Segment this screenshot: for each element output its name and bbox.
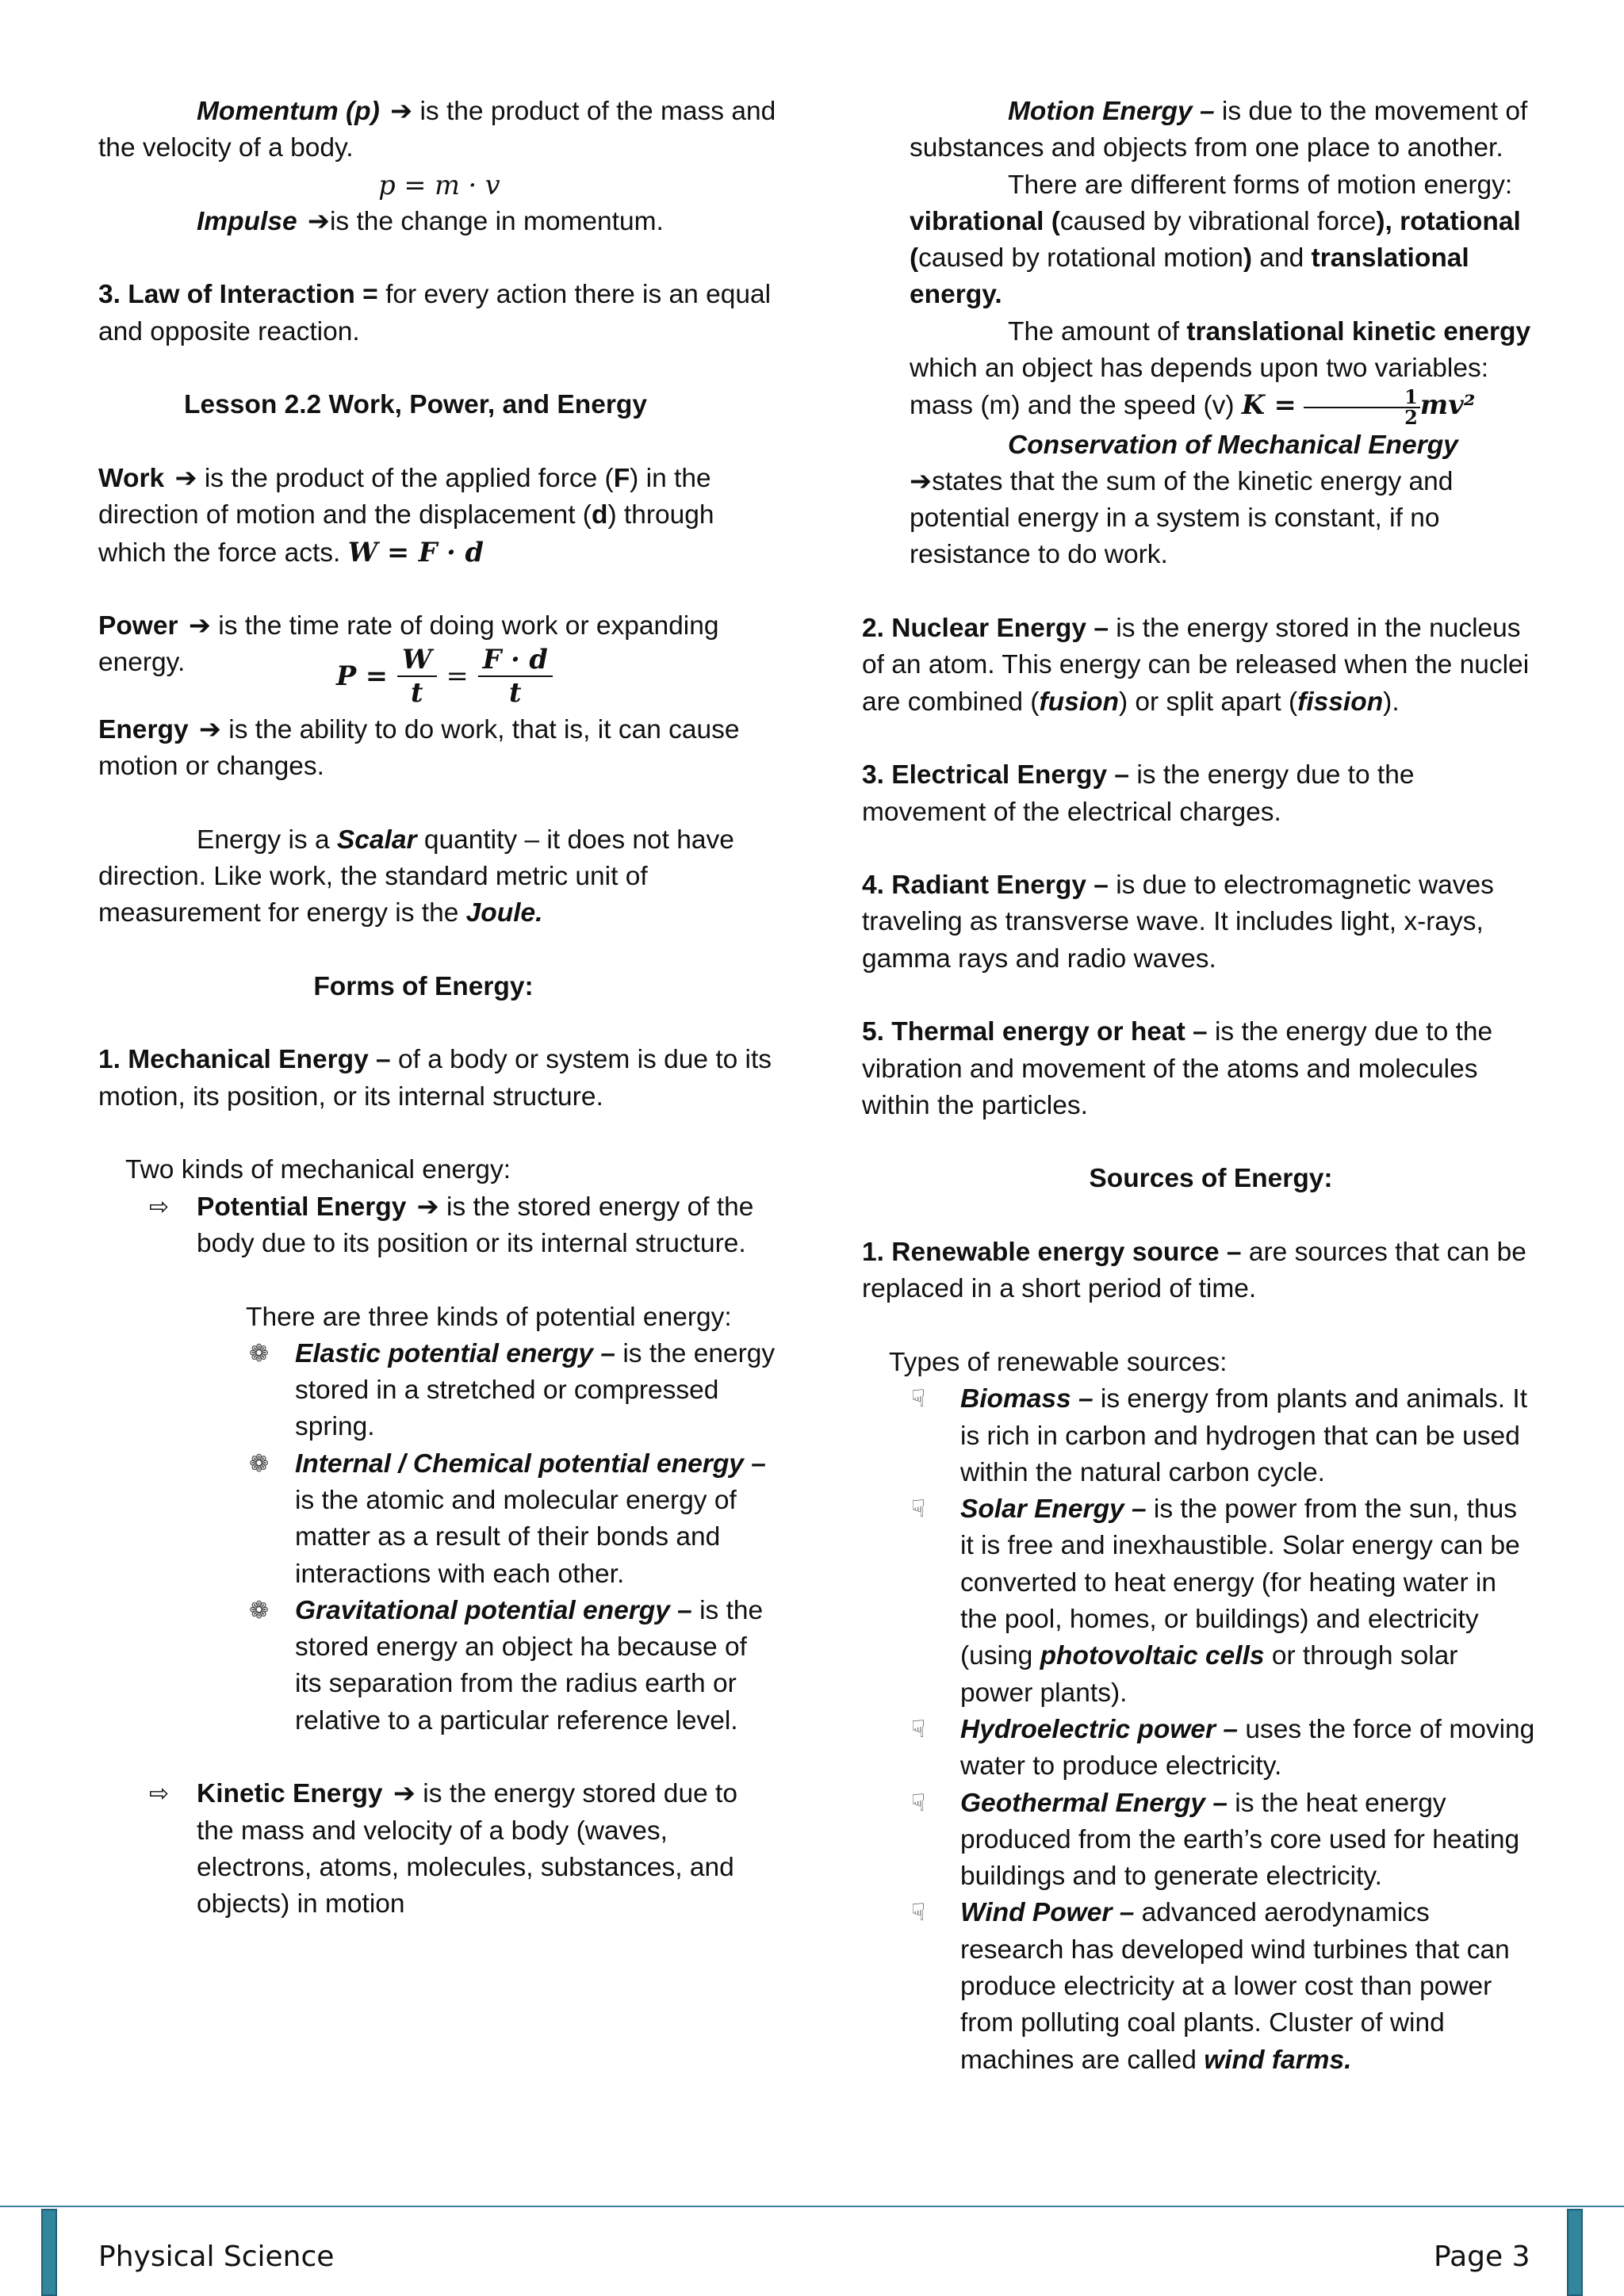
arrow-right-icon: ➔ bbox=[416, 1192, 439, 1222]
pointing-hand-icon: ☟ bbox=[911, 1789, 926, 1816]
thermal-energy: 5. Thermal energy or heat – is the energy due to the vibration and movement of the atoms and molecules within the particles. bbox=[862, 1017, 1493, 1120]
conservation-definition: ➔states that the sum of the kinetic energy and potential energy in a system is constant, if no resistance to do work. bbox=[910, 466, 1454, 570]
momentum-definition: Momentum (p) ➔ is the product of the mass and the velocity of a body. bbox=[98, 97, 776, 163]
forms-heading: Forms of Energy: bbox=[313, 971, 534, 1001]
internal-pe-item: ❁ Internal / Chemical potential energy – is the atomic and molecular energy of matter as a result of their bonds and interactions with each other. bbox=[98, 1446, 780, 1593]
wind-item: ☟ Wind Power – advanced aerodynamics research has developed wind turbines that can produce electricity at a lower cost than power from polluting coal plants. Cluster of wind machines are called wind farms. bbox=[862, 1895, 1536, 2078]
solar-item: ☟ Solar Energy – is the power from the sun, thus it is free and inexhaustible. Solar energy can be converted to heat energy (for heating water in the pool, homes, or buildings) and electricity (using photovoltaic cells or through solar power plants). bbox=[862, 1491, 1536, 1712]
motion-energy: Motion Energy – is due to the movement of substances and objects from one place to another. bbox=[910, 97, 1528, 163]
right-column bbox=[862, 94, 1536, 2079]
pointing-hand-icon: ☟ bbox=[911, 1386, 926, 1413]
lesson-title: Lesson 2.2 Work, Power, and Energy bbox=[184, 390, 647, 420]
three-kinds-intro: There are three kinds of potential energy: bbox=[246, 1302, 732, 1332]
footer-divider bbox=[0, 2206, 1624, 2207]
biomass-item: ☟ Biomass – is energy from plants and animals. It is rich in carbon and hydrogen that can be used within the natural carbon cycle. bbox=[862, 1381, 1536, 1491]
arrow-right-icon: ➔ bbox=[174, 463, 197, 493]
footer-right-bar bbox=[1567, 2209, 1583, 2296]
arrow-right-icon: ➔ bbox=[910, 466, 933, 496]
left-column bbox=[98, 94, 780, 1923]
radiant-energy: 4. Radiant Energy – is due to electromagnetic waves traveling as transverse wave. It includes light, x-rays, gamma rays and radio waves. bbox=[862, 871, 1494, 974]
motion-forms: There are different forms of motion energy: vibrational (caused by vibrational force), rotational (caused by rotational motion) and translational energy. bbox=[910, 170, 1521, 310]
work-definition: Work ➔ is the product of the applied force (F) in the direction of motion and the displacement (d) through which the force acts. W = F · d bbox=[98, 463, 714, 568]
arrow-right-icon: ➔ bbox=[188, 611, 211, 641]
energy-definition: Energy ➔ is the ability to do work, that is, it can cause motion or changes. bbox=[98, 714, 740, 782]
hollow-arrow-icon: ⇨ bbox=[149, 1193, 170, 1220]
arrow-right-icon: ➔ bbox=[393, 1779, 416, 1809]
electrical-energy: 3. Electrical Energy – is the energy due to the movement of the electrical charges. bbox=[862, 760, 1415, 827]
flower-bullet-icon: ❁ bbox=[249, 1597, 270, 1624]
nuclear-energy: 2. Nuclear Energy – is the energy stored in the nucleus of an atom. This energy can be released when the nuclei are combined (fusion) or split apart (fission). bbox=[862, 614, 1530, 717]
flower-bullet-icon: ❁ bbox=[249, 1450, 270, 1477]
flower-bullet-icon: ❁ bbox=[249, 1340, 270, 1367]
renewable-energy: 1. Renewable energy source – are sources that can be replaced in a short period of time. bbox=[862, 1238, 1526, 1304]
gravitational-pe-item: ❁ Gravitational potential energy – is the stored energy an object ha because of its separation from the radius earth or relative to a particular reference level. bbox=[98, 1593, 780, 1739]
two-kinds-intro: Two kinds of mechanical energy: bbox=[125, 1155, 511, 1185]
types-intro: Types of renewable sources: bbox=[889, 1347, 1228, 1377]
conservation-title: Conservation of Mechanical Energy bbox=[1008, 430, 1458, 460]
scalar-paragraph: Energy is a Scalar quantity – it does not have direction. Like work, the standard metric unit of measurement for energy is the Joule. bbox=[98, 825, 734, 928]
arrow-right-icon: ➔ bbox=[198, 714, 221, 744]
elastic-pe-item: ❁ Elastic potential energy – is the energy stored in a stretched or compressed spring. bbox=[98, 1336, 780, 1446]
geothermal-item: ☟ Geothermal Energy – is the heat energy produced from the earth’s core used for heating buildings and to generate electricity. bbox=[862, 1785, 1536, 1896]
footer-left-bar bbox=[41, 2209, 57, 2296]
pointing-hand-icon: ☟ bbox=[911, 1900, 926, 1927]
arrow-right-icon: ➔ bbox=[307, 206, 330, 236]
momentum-formula: p = m · v bbox=[378, 169, 500, 201]
potential-energy-item: ⇨ Potential Energy ➔ is the stored energy of the body due to its position or its internal structure. bbox=[98, 1189, 780, 1263]
footer-subject: Physical Science bbox=[98, 2241, 335, 2273]
hydroelectric-item: ☟ Hydroelectric power – uses the force of moving water to produce electricity. bbox=[862, 1712, 1536, 1785]
pointing-hand-icon: ☟ bbox=[911, 1496, 926, 1523]
hollow-arrow-icon: ⇨ bbox=[149, 1781, 170, 1808]
translational-ke: The amount of translational kinetic energy which an object has depends upon two variables: mass (m) and the speed (v) K = $\frac{1}{2}$ mv² bbox=[910, 316, 1531, 429]
law-of-interaction: 3. Law of Interaction = for every action there is an equal and opposite reaction. bbox=[98, 280, 772, 346]
kinetic-energy-item: ⇨ Kinetic Energy ➔ is the energy stored due to the mass and velocity of a body (waves, electrons, atoms, molecules, substances, and objects) in motion bbox=[98, 1776, 780, 1923]
work-formula: W = F · d bbox=[347, 536, 484, 568]
impulse-definition: Impulse ➔is the change in momentum. bbox=[197, 206, 664, 236]
footer-page-number: Page 3 bbox=[1434, 2241, 1530, 2273]
power-definition: Power ➔ is the time rate of doing work or expanding energy. bbox=[98, 611, 719, 678]
pointing-hand-icon: ☟ bbox=[911, 1716, 926, 1743]
arrow-right-icon: ➔ bbox=[390, 97, 413, 126]
power-formula: P = $\frac{W}{t}$ = $\frac{F \cdot d}{t}$ bbox=[98, 650, 780, 702]
mechanical-energy: 1. Mechanical Energy – of a body or system is due to its motion, its position, or its internal structure. bbox=[98, 1045, 772, 1112]
sources-heading: Sources of Energy: bbox=[1089, 1164, 1333, 1194]
